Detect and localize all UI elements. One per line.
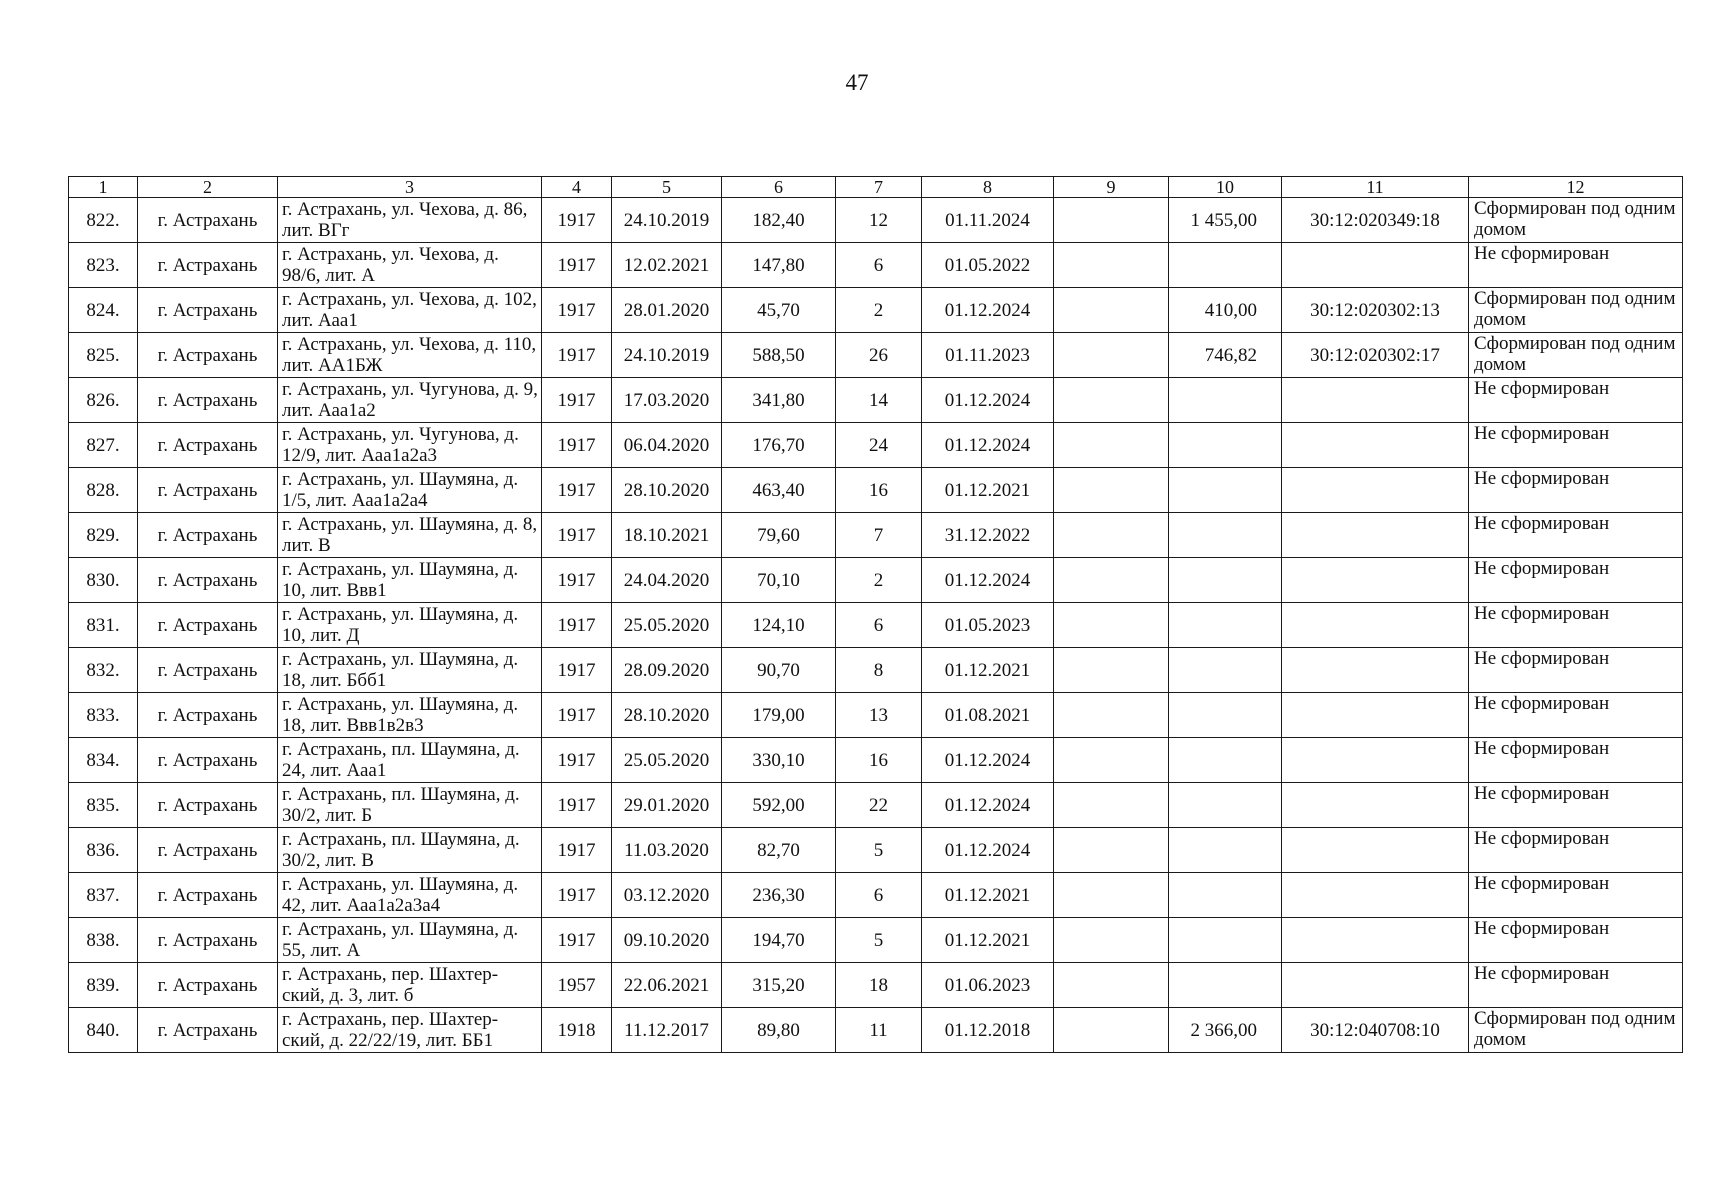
address-cell: г. Астрахань, ул. Чехова, д. 102, лит. Ааа1 (278, 288, 542, 333)
cadastral-number-cell (1282, 513, 1469, 558)
area-cell: 124,10 (722, 603, 836, 648)
address-cell: г. Астрахань, ул. Шаумяна, д. 1/5, лит. Ааа1а2а4 (278, 468, 542, 513)
count-cell: 7 (836, 513, 922, 558)
table-row (69, 603, 1683, 648)
status-cell: Не сформирован (1469, 513, 1683, 558)
column-9-cell (1054, 1008, 1169, 1053)
table-row (69, 288, 1683, 333)
area-cell: 463,40 (722, 468, 836, 513)
land-area-cell (1169, 378, 1282, 423)
year-cell: 1917 (542, 828, 612, 873)
deadline-cell: 01.12.2024 (922, 828, 1054, 873)
city-cell: г. Астрахань (138, 918, 278, 963)
header-cell-2: 2 (138, 177, 278, 198)
date-cell: 25.05.2020 (612, 738, 722, 783)
year-cell: 1917 (542, 513, 612, 558)
table-row (69, 783, 1683, 828)
status-cell: Сформирован под одним домом (1469, 288, 1683, 333)
column-9-cell (1054, 558, 1169, 603)
city-cell: г. Астрахань (138, 783, 278, 828)
date-cell: 09.10.2020 (612, 918, 722, 963)
status-cell: Сформирован под одним домом (1469, 198, 1683, 243)
cadastral-number-cell (1282, 873, 1469, 918)
row-number-cell: 825. (69, 333, 138, 378)
cadastral-number-cell (1282, 963, 1469, 1008)
city-cell: г. Астрахань (138, 603, 278, 648)
status-cell: Не сформирован (1469, 468, 1683, 513)
column-9-cell (1054, 423, 1169, 468)
header-cell-7: 7 (836, 177, 922, 198)
table-row (69, 378, 1683, 423)
city-cell: г. Астрахань (138, 513, 278, 558)
date-cell: 28.09.2020 (612, 648, 722, 693)
count-cell: 6 (836, 873, 922, 918)
land-area-cell: 2 366,00 (1169, 1008, 1282, 1053)
count-cell: 16 (836, 468, 922, 513)
count-cell: 13 (836, 693, 922, 738)
city-cell: г. Астрахань (138, 693, 278, 738)
year-cell: 1917 (542, 333, 612, 378)
header-cell-6: 6 (722, 177, 836, 198)
row-number-cell: 839. (69, 963, 138, 1008)
deadline-cell: 01.12.2021 (922, 873, 1054, 918)
city-cell: г. Астрахань (138, 963, 278, 1008)
area-cell: 236,30 (722, 873, 836, 918)
year-cell: 1917 (542, 873, 612, 918)
deadline-cell: 01.12.2024 (922, 558, 1054, 603)
table-row (69, 558, 1683, 603)
city-cell: г. Астрахань (138, 558, 278, 603)
address-cell: г. Астрахань, ул. Чугунова, д. 9, лит. Ааа1а2 (278, 378, 542, 423)
area-cell: 147,80 (722, 243, 836, 288)
row-number-cell: 836. (69, 828, 138, 873)
land-area-cell (1169, 738, 1282, 783)
date-cell: 28.10.2020 (612, 468, 722, 513)
column-9-cell (1054, 603, 1169, 648)
deadline-cell: 01.12.2024 (922, 738, 1054, 783)
address-cell: г. Астрахань, пл. Шаумяна, д. 30/2, лит. В (278, 828, 542, 873)
row-number-cell: 823. (69, 243, 138, 288)
column-9-cell (1054, 648, 1169, 693)
area-cell: 79,60 (722, 513, 836, 558)
city-cell: г. Астрахань (138, 738, 278, 783)
header-cell-1: 1 (69, 177, 138, 198)
count-cell: 6 (836, 603, 922, 648)
row-number-cell: 840. (69, 1008, 138, 1053)
status-cell: Не сформирован (1469, 558, 1683, 603)
land-area-cell (1169, 558, 1282, 603)
address-cell: г. Астрахань, ул. Шаумяна, д. 55, лит. А (278, 918, 542, 963)
deadline-cell: 01.12.2024 (922, 783, 1054, 828)
row-number-cell: 827. (69, 423, 138, 468)
column-9-cell (1054, 243, 1169, 288)
row-number-cell: 824. (69, 288, 138, 333)
table-row (69, 648, 1683, 693)
cadastral-number-cell (1282, 693, 1469, 738)
year-cell: 1917 (542, 783, 612, 828)
row-number-cell: 837. (69, 873, 138, 918)
year-cell: 1917 (542, 648, 612, 693)
land-area-cell (1169, 693, 1282, 738)
land-area-cell (1169, 873, 1282, 918)
address-cell: г. Астрахань, пер. Шахтер-ский, д. 3, лит. б (278, 963, 542, 1008)
status-cell: Не сформирован (1469, 828, 1683, 873)
column-9-cell (1054, 693, 1169, 738)
table-row (69, 468, 1683, 513)
date-cell: 28.10.2020 (612, 693, 722, 738)
table-row (69, 873, 1683, 918)
table-row (69, 513, 1683, 558)
date-cell: 06.04.2020 (612, 423, 722, 468)
cadastral-number-cell: 30:12:020302:17 (1282, 333, 1469, 378)
count-cell: 18 (836, 963, 922, 1008)
address-cell: г. Астрахань, ул. Чехова, д. 110, лит. АА1БЖ (278, 333, 542, 378)
table-row (69, 828, 1683, 873)
area-cell: 82,70 (722, 828, 836, 873)
table-row (69, 1008, 1683, 1053)
column-9-cell (1054, 738, 1169, 783)
page-number: 47 (845, 70, 869, 95)
year-cell: 1918 (542, 1008, 612, 1053)
date-cell: 24.10.2019 (612, 333, 722, 378)
cadastral-number-cell (1282, 783, 1469, 828)
row-number-cell: 832. (69, 648, 138, 693)
row-number-cell: 830. (69, 558, 138, 603)
year-cell: 1917 (542, 738, 612, 783)
deadline-cell: 01.05.2023 (922, 603, 1054, 648)
address-cell: г. Астрахань, ул. Шаумяна, д. 18, лит. Ввв1в2в3 (278, 693, 542, 738)
table-row (69, 918, 1683, 963)
year-cell: 1917 (542, 243, 612, 288)
table-row (69, 738, 1683, 783)
status-cell: Не сформирован (1469, 873, 1683, 918)
header-cell-8: 8 (922, 177, 1054, 198)
land-area-cell (1169, 603, 1282, 648)
status-cell: Не сформирован (1469, 738, 1683, 783)
column-9-cell (1054, 513, 1169, 558)
city-cell: г. Астрахань (138, 828, 278, 873)
date-cell: 28.01.2020 (612, 288, 722, 333)
count-cell: 24 (836, 423, 922, 468)
status-cell: Сформирован под одним домом (1469, 333, 1683, 378)
address-cell: г. Астрахань, ул. Шаумяна, д. 10, лит. Д (278, 603, 542, 648)
deadline-cell: 01.12.2024 (922, 288, 1054, 333)
count-cell: 5 (836, 918, 922, 963)
count-cell: 5 (836, 828, 922, 873)
count-cell: 12 (836, 198, 922, 243)
city-cell: г. Астрахань (138, 873, 278, 918)
land-area-cell: 1 455,00 (1169, 198, 1282, 243)
date-cell: 24.04.2020 (612, 558, 722, 603)
land-area-cell (1169, 783, 1282, 828)
registry-table (68, 176, 1683, 1053)
cadastral-number-cell: 30:12:040708:10 (1282, 1008, 1469, 1053)
count-cell: 2 (836, 558, 922, 603)
date-cell: 11.12.2017 (612, 1008, 722, 1053)
address-cell: г. Астрахань, ул. Чугунова, д. 12/9, лит. Ааа1а2а3 (278, 423, 542, 468)
row-number-cell: 833. (69, 693, 138, 738)
land-area-cell: 746,82 (1169, 333, 1282, 378)
date-cell: 17.03.2020 (612, 378, 722, 423)
column-9-cell (1054, 333, 1169, 378)
address-cell: г. Астрахань, пл. Шаумяна, д. 24, лит. Ааа1 (278, 738, 542, 783)
land-area-cell (1169, 468, 1282, 513)
count-cell: 16 (836, 738, 922, 783)
land-area-cell (1169, 513, 1282, 558)
table-row (69, 963, 1683, 1008)
land-area-cell (1169, 648, 1282, 693)
status-cell: Не сформирован (1469, 693, 1683, 738)
status-cell: Не сформирован (1469, 423, 1683, 468)
area-cell: 70,10 (722, 558, 836, 603)
count-cell: 11 (836, 1008, 922, 1053)
year-cell: 1917 (542, 693, 612, 738)
status-cell: Не сформирован (1469, 963, 1683, 1008)
column-9-cell (1054, 918, 1169, 963)
date-cell: 11.03.2020 (612, 828, 722, 873)
city-cell: г. Астрахань (138, 648, 278, 693)
status-cell: Сформирован под одним домом (1469, 1008, 1683, 1053)
address-cell: г. Астрахань, пер. Шахтер-ский, д. 22/22/19, лит. ББ1 (278, 1008, 542, 1053)
cadastral-number-cell (1282, 378, 1469, 423)
area-cell: 182,40 (722, 198, 836, 243)
count-cell: 26 (836, 333, 922, 378)
date-cell: 18.10.2021 (612, 513, 722, 558)
table-row (69, 333, 1683, 378)
date-cell: 25.05.2020 (612, 603, 722, 648)
status-cell: Не сформирован (1469, 243, 1683, 288)
land-area-cell (1169, 918, 1282, 963)
row-number-cell: 829. (69, 513, 138, 558)
city-cell: г. Астрахань (138, 243, 278, 288)
table-row (69, 693, 1683, 738)
date-cell: 24.10.2019 (612, 198, 722, 243)
deadline-cell: 01.12.2021 (922, 648, 1054, 693)
row-number-cell: 822. (69, 198, 138, 243)
land-area-cell (1169, 243, 1282, 288)
row-number-cell: 835. (69, 783, 138, 828)
column-9-cell (1054, 873, 1169, 918)
header-cell-12: 12 (1469, 177, 1683, 198)
year-cell: 1917 (542, 918, 612, 963)
status-cell: Не сформирован (1469, 648, 1683, 693)
row-number-cell: 838. (69, 918, 138, 963)
address-cell: г. Астрахань, ул. Чехова, д. 86, лит. ВГг (278, 198, 542, 243)
city-cell: г. Астрахань (138, 288, 278, 333)
deadline-cell: 01.11.2023 (922, 333, 1054, 378)
city-cell: г. Астрахань (138, 378, 278, 423)
table-row (69, 423, 1683, 468)
deadline-cell: 01.08.2021 (922, 693, 1054, 738)
table-row (69, 198, 1683, 243)
year-cell: 1957 (542, 963, 612, 1008)
column-9-cell (1054, 378, 1169, 423)
column-9-cell (1054, 288, 1169, 333)
cadastral-number-cell (1282, 738, 1469, 783)
area-cell: 179,00 (722, 693, 836, 738)
row-number-cell: 828. (69, 468, 138, 513)
deadline-cell: 01.06.2023 (922, 963, 1054, 1008)
cadastral-number-cell (1282, 603, 1469, 648)
date-cell: 22.06.2021 (612, 963, 722, 1008)
cadastral-number-cell (1282, 828, 1469, 873)
year-cell: 1917 (542, 603, 612, 648)
header-cell-4: 4 (542, 177, 612, 198)
row-number-cell: 826. (69, 378, 138, 423)
city-cell: г. Астрахань (138, 468, 278, 513)
status-cell: Не сформирован (1469, 603, 1683, 648)
address-cell: г. Астрахань, ул. Шаумяна, д. 8, лит. В (278, 513, 542, 558)
address-cell: г. Астрахань, ул. Шаумяна, д. 18, лит. Ббб1 (278, 648, 542, 693)
area-cell: 592,00 (722, 783, 836, 828)
area-cell: 315,20 (722, 963, 836, 1008)
column-9-cell (1054, 783, 1169, 828)
year-cell: 1917 (542, 423, 612, 468)
header-cell-9: 9 (1054, 177, 1169, 198)
deadline-cell: 01.11.2024 (922, 198, 1054, 243)
address-cell: г. Астрахань, пл. Шаумяна, д. 30/2, лит. Б (278, 783, 542, 828)
cadastral-number-cell: 30:12:020302:13 (1282, 288, 1469, 333)
table-row (69, 243, 1683, 288)
year-cell: 1917 (542, 468, 612, 513)
year-cell: 1917 (542, 288, 612, 333)
deadline-cell: 01.12.2024 (922, 423, 1054, 468)
deadline-cell: 01.12.2024 (922, 378, 1054, 423)
deadline-cell: 31.12.2022 (922, 513, 1054, 558)
cadastral-number-cell: 30:12:020349:18 (1282, 198, 1469, 243)
column-9-cell (1054, 468, 1169, 513)
city-cell: г. Астрахань (138, 423, 278, 468)
address-cell: г. Астрахань, ул. Чехова, д. 98/6, лит. А (278, 243, 542, 288)
date-cell: 12.02.2021 (612, 243, 722, 288)
cadastral-number-cell (1282, 648, 1469, 693)
count-cell: 14 (836, 378, 922, 423)
cadastral-number-cell (1282, 918, 1469, 963)
row-number-cell: 834. (69, 738, 138, 783)
status-cell: Не сформирован (1469, 378, 1683, 423)
deadline-cell: 01.12.2021 (922, 918, 1054, 963)
address-cell: г. Астрахань, ул. Шаумяна, д. 10, лит. Ввв1 (278, 558, 542, 603)
city-cell: г. Астрахань (138, 1008, 278, 1053)
deadline-cell: 01.12.2018 (922, 1008, 1054, 1053)
cadastral-number-cell (1282, 558, 1469, 603)
land-area-cell: 410,00 (1169, 288, 1282, 333)
header-cell-3: 3 (278, 177, 542, 198)
area-cell: 45,70 (722, 288, 836, 333)
status-cell: Не сформирован (1469, 783, 1683, 828)
year-cell: 1917 (542, 378, 612, 423)
year-cell: 1917 (542, 558, 612, 603)
land-area-cell (1169, 963, 1282, 1008)
count-cell: 22 (836, 783, 922, 828)
cadastral-number-cell (1282, 423, 1469, 468)
city-cell: г. Астрахань (138, 198, 278, 243)
count-cell: 6 (836, 243, 922, 288)
header-cell-11: 11 (1282, 177, 1469, 198)
land-area-cell (1169, 423, 1282, 468)
column-9-cell (1054, 198, 1169, 243)
area-cell: 194,70 (722, 918, 836, 963)
cadastral-number-cell (1282, 243, 1469, 288)
year-cell: 1917 (542, 198, 612, 243)
column-9-cell (1054, 828, 1169, 873)
date-cell: 29.01.2020 (612, 783, 722, 828)
cadastral-number-cell (1282, 468, 1469, 513)
row-number-cell: 831. (69, 603, 138, 648)
header-cell-5: 5 (612, 177, 722, 198)
address-cell: г. Астрахань, ул. Шаумяна, д. 42, лит. Ааа1а2а3а4 (278, 873, 542, 918)
count-cell: 8 (836, 648, 922, 693)
header-cell-10: 10 (1169, 177, 1282, 198)
deadline-cell: 01.12.2021 (922, 468, 1054, 513)
status-cell: Не сформирован (1469, 918, 1683, 963)
area-cell: 588,50 (722, 333, 836, 378)
date-cell: 03.12.2020 (612, 873, 722, 918)
city-cell: г. Астрахань (138, 333, 278, 378)
deadline-cell: 01.05.2022 (922, 243, 1054, 288)
column-9-cell (1054, 963, 1169, 1008)
area-cell: 90,70 (722, 648, 836, 693)
land-area-cell (1169, 828, 1282, 873)
area-cell: 341,80 (722, 378, 836, 423)
area-cell: 330,10 (722, 738, 836, 783)
count-cell: 2 (836, 288, 922, 333)
area-cell: 176,70 (722, 423, 836, 468)
header-row (69, 177, 1683, 198)
area-cell: 89,80 (722, 1008, 836, 1053)
